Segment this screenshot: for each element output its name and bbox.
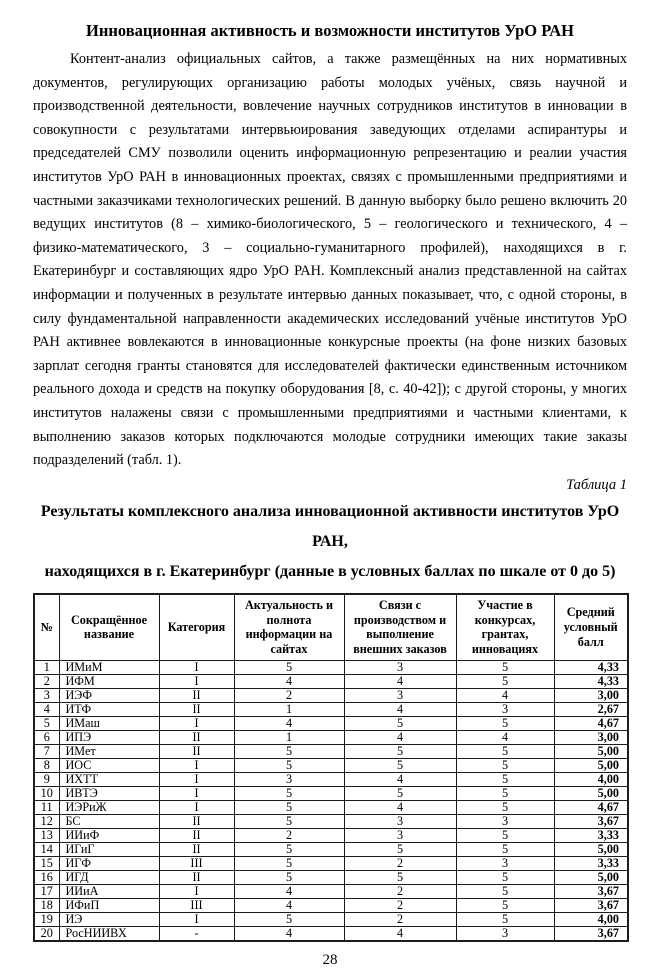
table-cell: 5,00	[554, 745, 628, 759]
table-cell: 5	[456, 773, 554, 787]
table-cell: БС	[59, 815, 159, 829]
table-cell: 2	[344, 885, 456, 899]
table-cell: 5	[456, 885, 554, 899]
table-row	[34, 871, 628, 885]
table-cell: II	[159, 829, 234, 843]
table-cell: 4,33	[554, 675, 628, 689]
column-header-0: №	[34, 594, 59, 661]
table-cell: 15	[34, 857, 59, 871]
results-table	[33, 593, 629, 943]
table-cell: 3	[456, 703, 554, 717]
table-cell: 5	[34, 717, 59, 731]
table-cell: ИЭРиЖ	[59, 801, 159, 815]
table-cell: 6	[34, 731, 59, 745]
table-cell: 4	[234, 927, 344, 942]
table-row	[34, 927, 628, 942]
table-cell: 2	[34, 675, 59, 689]
table-cell: 5	[456, 829, 554, 843]
table-cell: 5	[456, 675, 554, 689]
table-cell: I	[159, 913, 234, 927]
table-cell: I	[159, 885, 234, 899]
table-row	[34, 703, 628, 717]
table-cell: ИИиА	[59, 885, 159, 899]
table-cell: I	[159, 675, 234, 689]
table-row	[34, 787, 628, 801]
table-cell: ИФМ	[59, 675, 159, 689]
table-cell: 3	[456, 857, 554, 871]
table-cell: II	[159, 745, 234, 759]
table-cell: 4	[344, 927, 456, 942]
table-cell: 4	[234, 675, 344, 689]
table-cell: 18	[34, 899, 59, 913]
table-cell: 4,00	[554, 773, 628, 787]
table-cell: 4	[456, 731, 554, 745]
table-cell: 5	[344, 759, 456, 773]
table-cell: 4	[234, 899, 344, 913]
table-cell: 2	[234, 689, 344, 703]
table-cell: 3,67	[554, 885, 628, 899]
table-cell: 5	[234, 843, 344, 857]
table-cell: II	[159, 871, 234, 885]
body-paragraph: Контент-анализ официальных сайтов, а также размещённых на них нормативных документов, регулирующих организацию работы молодых учёных, связь научной и производственной деятельности, вовлечение научных сотрудников институтов в инновации в совокупности с результатами интервьюирования заведующих отделами аспирантуры и председателей СМУ позволили оценить информационную репрезентацию и реалии участия институтов УрО РАН в инновационных проектах, связях с промышленными предприятиями и частными заказчиками технологических решений. В данную выборку было решено включить 20 ведущих институтов (8 – химико-биологического, 5 – геологического и технического, 4 – физико-математического, 3 – социально-гуманитарного профилей), находящихся в г. Екатеринбург и составляющих ядро УрО РАН. Комплексный анализ представленной на сайтах информации и полученных в результате интервью данных показывает, что, с одной стороны, в силу фундаментальной направленности академических исследований учёные институтов УрО РАН активнее вовлекаются в инновационные конкурсные проекты (на фоне низких базовых зарплат сегодня гранты становятся для исследователей фактически единственным источником реального дохода и средств на покупку оборудования [8, с. 40-42]); с другой стороны, у многих институтов налажены связи с промышленными предприятиями и частными клиентами, к выполнению заказов которых подключаются молодые сотрудники имеющих такие заказы подразделений (табл. 1).	[33, 51, 627, 469]
table-cell: 5	[456, 745, 554, 759]
table-cell: 3	[344, 689, 456, 703]
table-cell: 5	[234, 871, 344, 885]
column-header-3: Актуальность и полнота информации на сайтах	[234, 594, 344, 661]
table-cell: 5	[456, 787, 554, 801]
table-row	[34, 899, 628, 913]
table-cell: 1	[234, 731, 344, 745]
table-cell: 3,67	[554, 815, 628, 829]
table-cell: III	[159, 899, 234, 913]
table-cell: 5	[456, 801, 554, 815]
table-cell: 2,67	[554, 703, 628, 717]
table-cell: 3,33	[554, 829, 628, 843]
table-row	[34, 829, 628, 843]
table-cell: 9	[34, 773, 59, 787]
table-cell: 3,00	[554, 731, 628, 745]
table-cell: 5	[456, 759, 554, 773]
table-cell: 4	[456, 689, 554, 703]
table-cell: ИХТТ	[59, 773, 159, 787]
table-cell: 1	[234, 703, 344, 717]
table-cell: 1	[34, 661, 59, 675]
table-cell: 20	[34, 927, 59, 942]
table-cell: 5	[234, 661, 344, 675]
table-row	[34, 689, 628, 703]
table-cell: 5	[456, 717, 554, 731]
table-cell: 4	[344, 703, 456, 717]
results-table-body	[34, 661, 628, 942]
table-cell: II	[159, 815, 234, 829]
table-cell: 4	[234, 717, 344, 731]
table-cell: ИИиФ	[59, 829, 159, 843]
table-caption	[33, 497, 627, 587]
table-cell: 5	[234, 815, 344, 829]
table-cell: 16	[34, 871, 59, 885]
header-row	[34, 594, 628, 661]
table-cell: 3	[456, 815, 554, 829]
table-cell: 3	[456, 927, 554, 942]
results-table-header	[34, 594, 628, 661]
table-row	[34, 661, 628, 675]
table-row	[34, 731, 628, 745]
table-cell: ИМаш	[59, 717, 159, 731]
table-cell: 5	[456, 913, 554, 927]
table-cell: I	[159, 759, 234, 773]
table-cell: ИМиМ	[59, 661, 159, 675]
table-cell: I	[159, 717, 234, 731]
table-cell: 4	[234, 885, 344, 899]
table-row	[34, 759, 628, 773]
table-caption-line1: Результаты комплексного анализа инновационной активности институтов УрО РАН,	[40, 502, 620, 550]
table-cell: 4,67	[554, 801, 628, 815]
table-cell: ИТФ	[59, 703, 159, 717]
table-row	[34, 745, 628, 759]
table-cell: II	[159, 731, 234, 745]
table-cell: -	[159, 927, 234, 942]
table-cell: 5	[344, 843, 456, 857]
table-row	[34, 843, 628, 857]
table-cell: ИМет	[59, 745, 159, 759]
column-header-4: Связи с производством и выполнение внешних заказов	[344, 594, 456, 661]
table-cell: 4	[344, 675, 456, 689]
table-cell: 3,67	[554, 927, 628, 942]
table-cell: 5	[456, 899, 554, 913]
table-row	[34, 857, 628, 871]
table-label: Таблица 1	[566, 476, 627, 493]
table-cell: 3,67	[554, 899, 628, 913]
table-cell: РосНИИВХ	[59, 927, 159, 942]
table-row	[34, 675, 628, 689]
table-cell: 5,00	[554, 787, 628, 801]
table-cell: 5	[234, 857, 344, 871]
table-row	[34, 885, 628, 899]
table-cell: 5	[234, 759, 344, 773]
table-cell: 14	[34, 843, 59, 857]
table-cell: ИФиП	[59, 899, 159, 913]
table-cell: ИГД	[59, 871, 159, 885]
table-cell: 5	[456, 661, 554, 675]
page-title: Инновационная активность и возможности институтов УрО РАН	[86, 21, 574, 40]
table-cell: 4,00	[554, 913, 628, 927]
table-cell: ИГФ	[59, 857, 159, 871]
table-cell: 5	[456, 871, 554, 885]
table-cell: I	[159, 787, 234, 801]
page-number: 28	[322, 952, 338, 969]
table-cell: 8	[34, 759, 59, 773]
table-cell: 5	[456, 843, 554, 857]
table-cell: 19	[34, 913, 59, 927]
table-cell: 4,33	[554, 661, 628, 675]
table-cell: 3	[234, 773, 344, 787]
table-cell: 3,33	[554, 857, 628, 871]
table-cell: 5	[344, 717, 456, 731]
column-header-2: Категория	[159, 594, 234, 661]
table-row	[34, 773, 628, 787]
table-cell: ИВТЭ	[59, 787, 159, 801]
table-cell: ИЭ	[59, 913, 159, 927]
table-cell: 10	[34, 787, 59, 801]
table-cell: 2	[344, 913, 456, 927]
table-cell: 3	[344, 661, 456, 675]
table-cell: 17	[34, 885, 59, 899]
table-cell: 2	[234, 829, 344, 843]
table-cell: 5	[344, 871, 456, 885]
table-cell: 5	[344, 745, 456, 759]
table-cell: I	[159, 773, 234, 787]
table-cell: 4,67	[554, 717, 628, 731]
table-cell: 11	[34, 801, 59, 815]
table-cell: 5,00	[554, 871, 628, 885]
table-cell: 7	[34, 745, 59, 759]
column-header-1: Сокращённое название	[59, 594, 159, 661]
table-cell: II	[159, 703, 234, 717]
table-cell: 5	[234, 913, 344, 927]
table-cell: ИГиГ	[59, 843, 159, 857]
table-cell: II	[159, 843, 234, 857]
table-cell: ИПЭ	[59, 731, 159, 745]
table-cell: 13	[34, 829, 59, 843]
table-cell: 3	[34, 689, 59, 703]
column-header-6: Средний условный балл	[554, 594, 628, 661]
table-cell: 3,00	[554, 689, 628, 703]
table-cell: ИЭФ	[59, 689, 159, 703]
table-cell: III	[159, 857, 234, 871]
table-cell: 2	[344, 899, 456, 913]
table-cell: 5	[234, 801, 344, 815]
table-cell: 4	[344, 801, 456, 815]
table-row	[34, 717, 628, 731]
table-row	[34, 801, 628, 815]
table-cell: 4	[344, 731, 456, 745]
table-cell: ИОС	[59, 759, 159, 773]
table-cell: 5,00	[554, 843, 628, 857]
table-cell: 5	[234, 787, 344, 801]
table-cell: 12	[34, 815, 59, 829]
table-caption-line2: находящихся в г. Екатеринбург (данные в условных баллах по шкале от 0 до 5)	[44, 562, 616, 580]
table-cell: 5	[234, 745, 344, 759]
table-cell: 5	[344, 787, 456, 801]
table-cell: 2	[344, 857, 456, 871]
table-cell: I	[159, 801, 234, 815]
table-cell: 4	[344, 773, 456, 787]
table-row	[34, 815, 628, 829]
table-cell: 4	[34, 703, 59, 717]
table-cell: II	[159, 689, 234, 703]
table-cell: 3	[344, 829, 456, 843]
table-row	[34, 913, 628, 927]
table-cell: 5,00	[554, 759, 628, 773]
table-cell: 3	[344, 815, 456, 829]
column-header-5: Участие в конкурсах, грантах, инновациях	[456, 594, 554, 661]
table-cell: I	[159, 661, 234, 675]
